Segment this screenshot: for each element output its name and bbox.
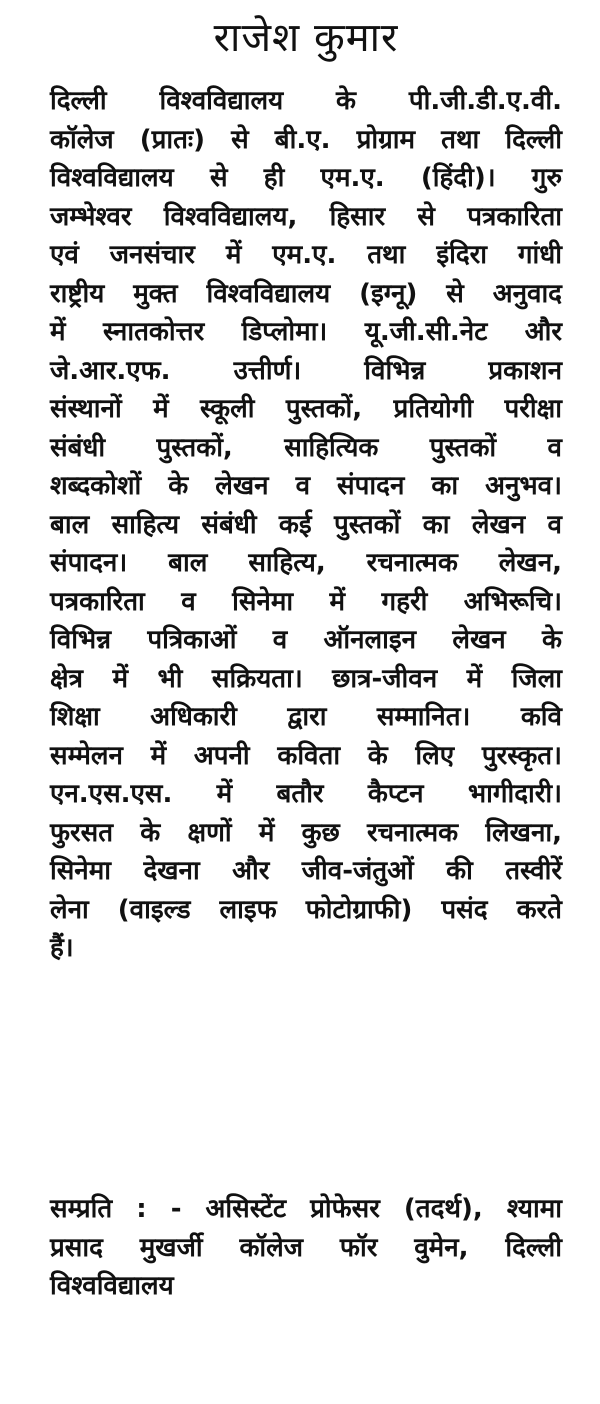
bio-line: संबंधी पुस्तकों, साहित्यिक पुस्तकों व	[50, 432, 562, 463]
bio-line: शिक्षा अधिकारी द्वारा सम्मानित। कवि	[50, 702, 562, 732]
bio-line: एवं जनसंचार में एम.ए. तथा इंदिरा गांधी	[50, 240, 562, 270]
bio-line: क्षेत्र में भी सक्रियता। छात्र-जीवन में जिला	[50, 663, 562, 694]
bio-line: में स्नातकोत्तर डिप्लोमा। यू.जी.सी.नेट और	[50, 317, 562, 347]
bio-line: विश्वविद्यालय से ही एम.ए. (हिंदी)। गुरु	[50, 163, 562, 193]
bio-line: हैं।	[50, 933, 74, 963]
bio-line: विभिन्न पत्रिकाओं व ऑनलाइन लेखन के	[50, 625, 562, 655]
bio-line: दिल्ली विश्वविद्यालय के पी.जी.डी.ए.वी.	[50, 86, 562, 116]
bio-line: सिनेमा देखना और जीव-जंतुओं की तस्वीरें	[50, 856, 562, 886]
bio-line: संपादन। बाल साहित्य, रचनात्मक लेखन,	[50, 548, 562, 578]
bio-line: जम्भेश्वर विश्वविद्यालय, हिसार से पत्रकारिता	[50, 201, 562, 232]
bio-paragraph	[50, 82, 562, 968]
bio-line: शब्दकोशों के लेखन व संपादन का अनुभव।	[50, 471, 562, 501]
bio-line: कॉलेज (प्रातः) से बी.ए. प्रोग्राम तथा दिल्ली	[50, 124, 562, 155]
current-position-line: विश्वविद्यालय	[50, 1271, 174, 1301]
author-name: राजेश कुमार	[213, 15, 399, 61]
current-position-line: प्रसाद मुखर्जी कॉलेज फॉर वुमेन, दिल्ली	[50, 1232, 562, 1263]
bio-line: राष्ट्रीय मुक्त विश्वविद्यालय (इग्नू) से अनुवाद	[50, 278, 562, 309]
bio-line: सम्मेलन में अपनी कविता के लिए पुरस्कृत।	[50, 740, 562, 771]
bio-line: लेना (वाइल्ड लाइफ फोटोग्राफी) पसंद करते	[50, 894, 562, 925]
current-position-line: सम्प्रति : - असिस्टेंट प्रोफेसर (तदर्थ), श्यामा	[50, 1194, 562, 1224]
bio-line: बाल साहित्य संबंधी कई पुस्तकों का लेखन व	[50, 509, 562, 540]
bio-line: फुरसत के क्षणों में कुछ रचनात्मक लिखना,	[50, 817, 562, 848]
bio-line: पत्रकारिता व सिनेमा में गहरी अभिरूचि।	[50, 586, 562, 617]
current-position	[50, 1190, 562, 1306]
bio-line: जे.आर.एफ. उत्तीर्ण। विभिन्न प्रकाशन	[50, 355, 562, 386]
bio-line: संस्थानों में स्कूली पुस्तकों, प्रतियोगी परीक्षा	[50, 394, 562, 424]
bio-line: एन.एस.एस. में बतौर कैप्टन भागीदारी।	[50, 779, 562, 809]
